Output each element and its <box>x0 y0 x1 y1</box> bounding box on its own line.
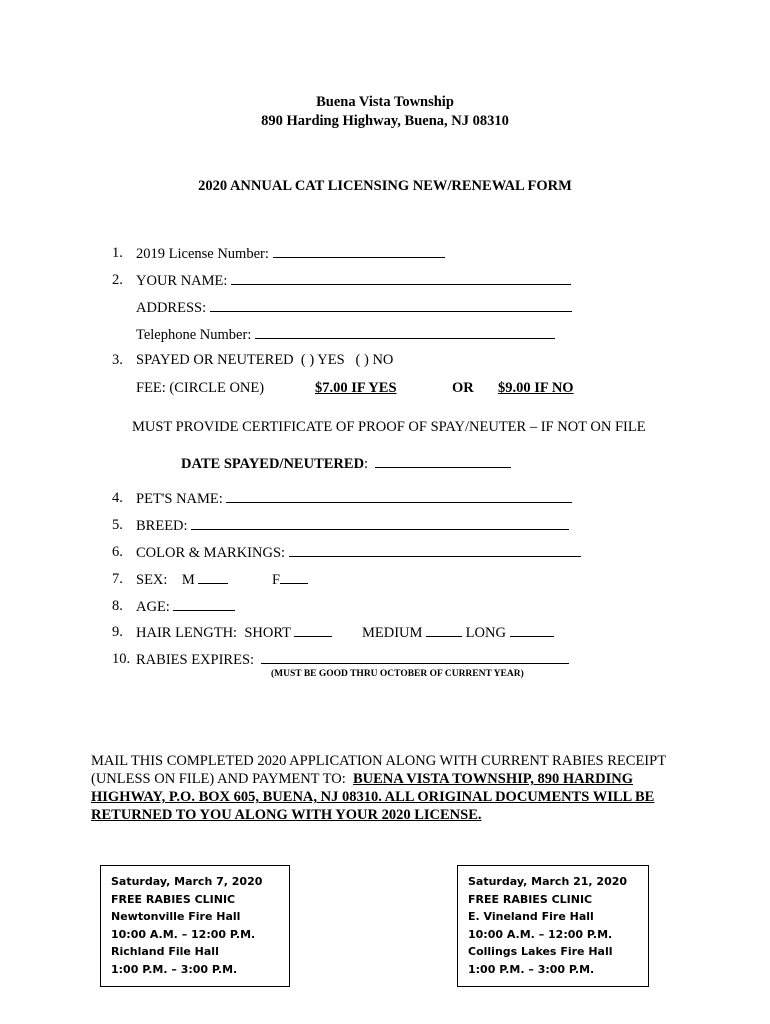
pet-name-label: PET'S NAME: <box>136 491 223 507</box>
sex-male-label: M <box>181 572 195 588</box>
hair-length-label: HAIR LENGTH: <box>136 625 238 641</box>
sex-label: SEX: <box>136 572 168 588</box>
date-spayed-row <box>181 455 511 473</box>
mail-intro: MAIL THIS COMPLETED 2020 APPLICATION ALONG WITH CURRENT RABIES RECEIPT (UNLESS ON FILE) AND PAYMENT TO: <box>91 753 666 787</box>
breed-field[interactable] <box>191 517 569 530</box>
spayed-yes-option[interactable]: ( ) YES <box>300 352 345 368</box>
mail-instructions <box>91 752 691 824</box>
item-number: 8. <box>112 598 123 614</box>
clinic-location: Richland File Hall <box>111 945 219 958</box>
spayed-no-option[interactable]: ( ) NO <box>355 352 394 368</box>
item-number: 7. <box>112 571 123 587</box>
telephone-row <box>136 326 555 344</box>
telephone-label: Telephone Number: <box>136 327 252 343</box>
clinic-title: FREE RABIES CLINIC <box>111 892 236 906</box>
item-number: 1. <box>112 245 123 261</box>
clinic-time: 1:00 P.M. – 3:00 P.M. <box>468 962 595 976</box>
date-spayed-field[interactable] <box>375 455 511 468</box>
clinic-time: 1:00 P.M. – 3:00 P.M. <box>111 962 238 976</box>
fee-or-text: OR <box>452 380 474 396</box>
certificate-note: MUST PROVIDE CERTIFICATE OF PROOF OF SPAY/NEUTER – IF NOT ON FILE <box>132 419 646 435</box>
color-markings-field[interactable] <box>289 544 581 557</box>
rabies-expires-label: RABIES EXPIRES: <box>136 652 255 668</box>
telephone-field[interactable] <box>255 326 555 339</box>
clinic-title: FREE RABIES CLINIC <box>468 892 593 906</box>
hair-long-field[interactable] <box>510 624 554 637</box>
hair-medium-label: MEDIUM <box>362 625 423 641</box>
form-title: 2020 ANNUAL CAT LICENSING NEW/RENEWAL FORM <box>198 178 572 194</box>
address-label: ADDRESS: <box>136 300 207 316</box>
clinic-date: Saturday, March 7, 2020 <box>111 875 263 888</box>
address-row <box>136 299 572 317</box>
your-name-label: YOUR NAME: <box>136 273 228 289</box>
pet-name-field[interactable] <box>226 490 572 503</box>
hair-short-field[interactable] <box>294 624 332 637</box>
item-number: 6. <box>112 544 123 560</box>
address-field[interactable] <box>210 299 572 312</box>
hair-medium-field[interactable] <box>426 624 462 637</box>
item-number: 10. <box>112 651 131 667</box>
clinic-time: 10:00 A.M. – 12:00 P.M. <box>111 927 256 941</box>
breed-label: BREED: <box>136 518 188 534</box>
hair-short-label: SHORT <box>244 625 291 641</box>
clinic-date: Saturday, March 21, 2020 <box>468 875 628 888</box>
clinic-time: 10:00 A.M. – 12:00 P.M. <box>468 927 613 941</box>
item-number: 9. <box>112 624 123 640</box>
age-field[interactable] <box>173 598 235 611</box>
rabies-expires-field[interactable] <box>261 651 569 664</box>
hair-long-label: LONG <box>465 625 506 641</box>
item-number: 5. <box>112 517 123 533</box>
item-number: 2. <box>112 272 123 288</box>
item-number: 3. <box>112 352 123 368</box>
clinic-box-march-7 <box>100 865 290 987</box>
date-spayed-label: DATE SPAYED/NEUTERED <box>181 456 365 472</box>
sex-female-label: F <box>272 572 281 588</box>
rabies-note: (MUST BE GOOD THRU OCTOBER OF CURRENT YEAR) <box>271 669 524 679</box>
clinic-location: Newtonville Fire Hall <box>111 910 241 923</box>
your-name-field[interactable] <box>231 272 571 285</box>
fee-spayed-option[interactable]: $7.00 IF YES <box>315 380 397 396</box>
sex-female-field[interactable] <box>280 571 308 584</box>
township-address: 890 Harding Highway, Buena, NJ 08310 <box>261 113 509 129</box>
date-spayed-colon: : <box>364 456 369 472</box>
age-label: AGE: <box>136 599 170 615</box>
clinic-location: E. Vineland Fire Hall <box>468 910 594 923</box>
license-number-label: 2019 License Number: <box>136 246 269 262</box>
fee-not-spayed-option[interactable]: $9.00 IF NO <box>498 380 574 396</box>
clinic-location: Collings Lakes Fire Hall <box>468 945 613 958</box>
item-number: 4. <box>112 490 123 506</box>
color-markings-label: COLOR & MARKINGS: <box>136 545 286 561</box>
clinic-box-march-21 <box>457 865 649 987</box>
township-name: Buena Vista Township <box>316 94 454 110</box>
fee-label: FEE: (CIRCLE ONE) <box>136 380 265 396</box>
spayed-neutered-label: SPAYED OR NEUTERED <box>136 352 294 368</box>
sex-male-field[interactable] <box>198 571 228 584</box>
license-number-field[interactable] <box>273 245 445 258</box>
mail-address-instructions: BUENA VISTA TOWNSHIP, 890 HARDING HIGHWAY, P.O. BOX 605, BUENA, NJ 08310. ALL ORIGINAL DOCUMENTS WILL BE RETURNED TO YOU ALONG WITH YOUR 2020 LICENSE. <box>91 771 655 823</box>
